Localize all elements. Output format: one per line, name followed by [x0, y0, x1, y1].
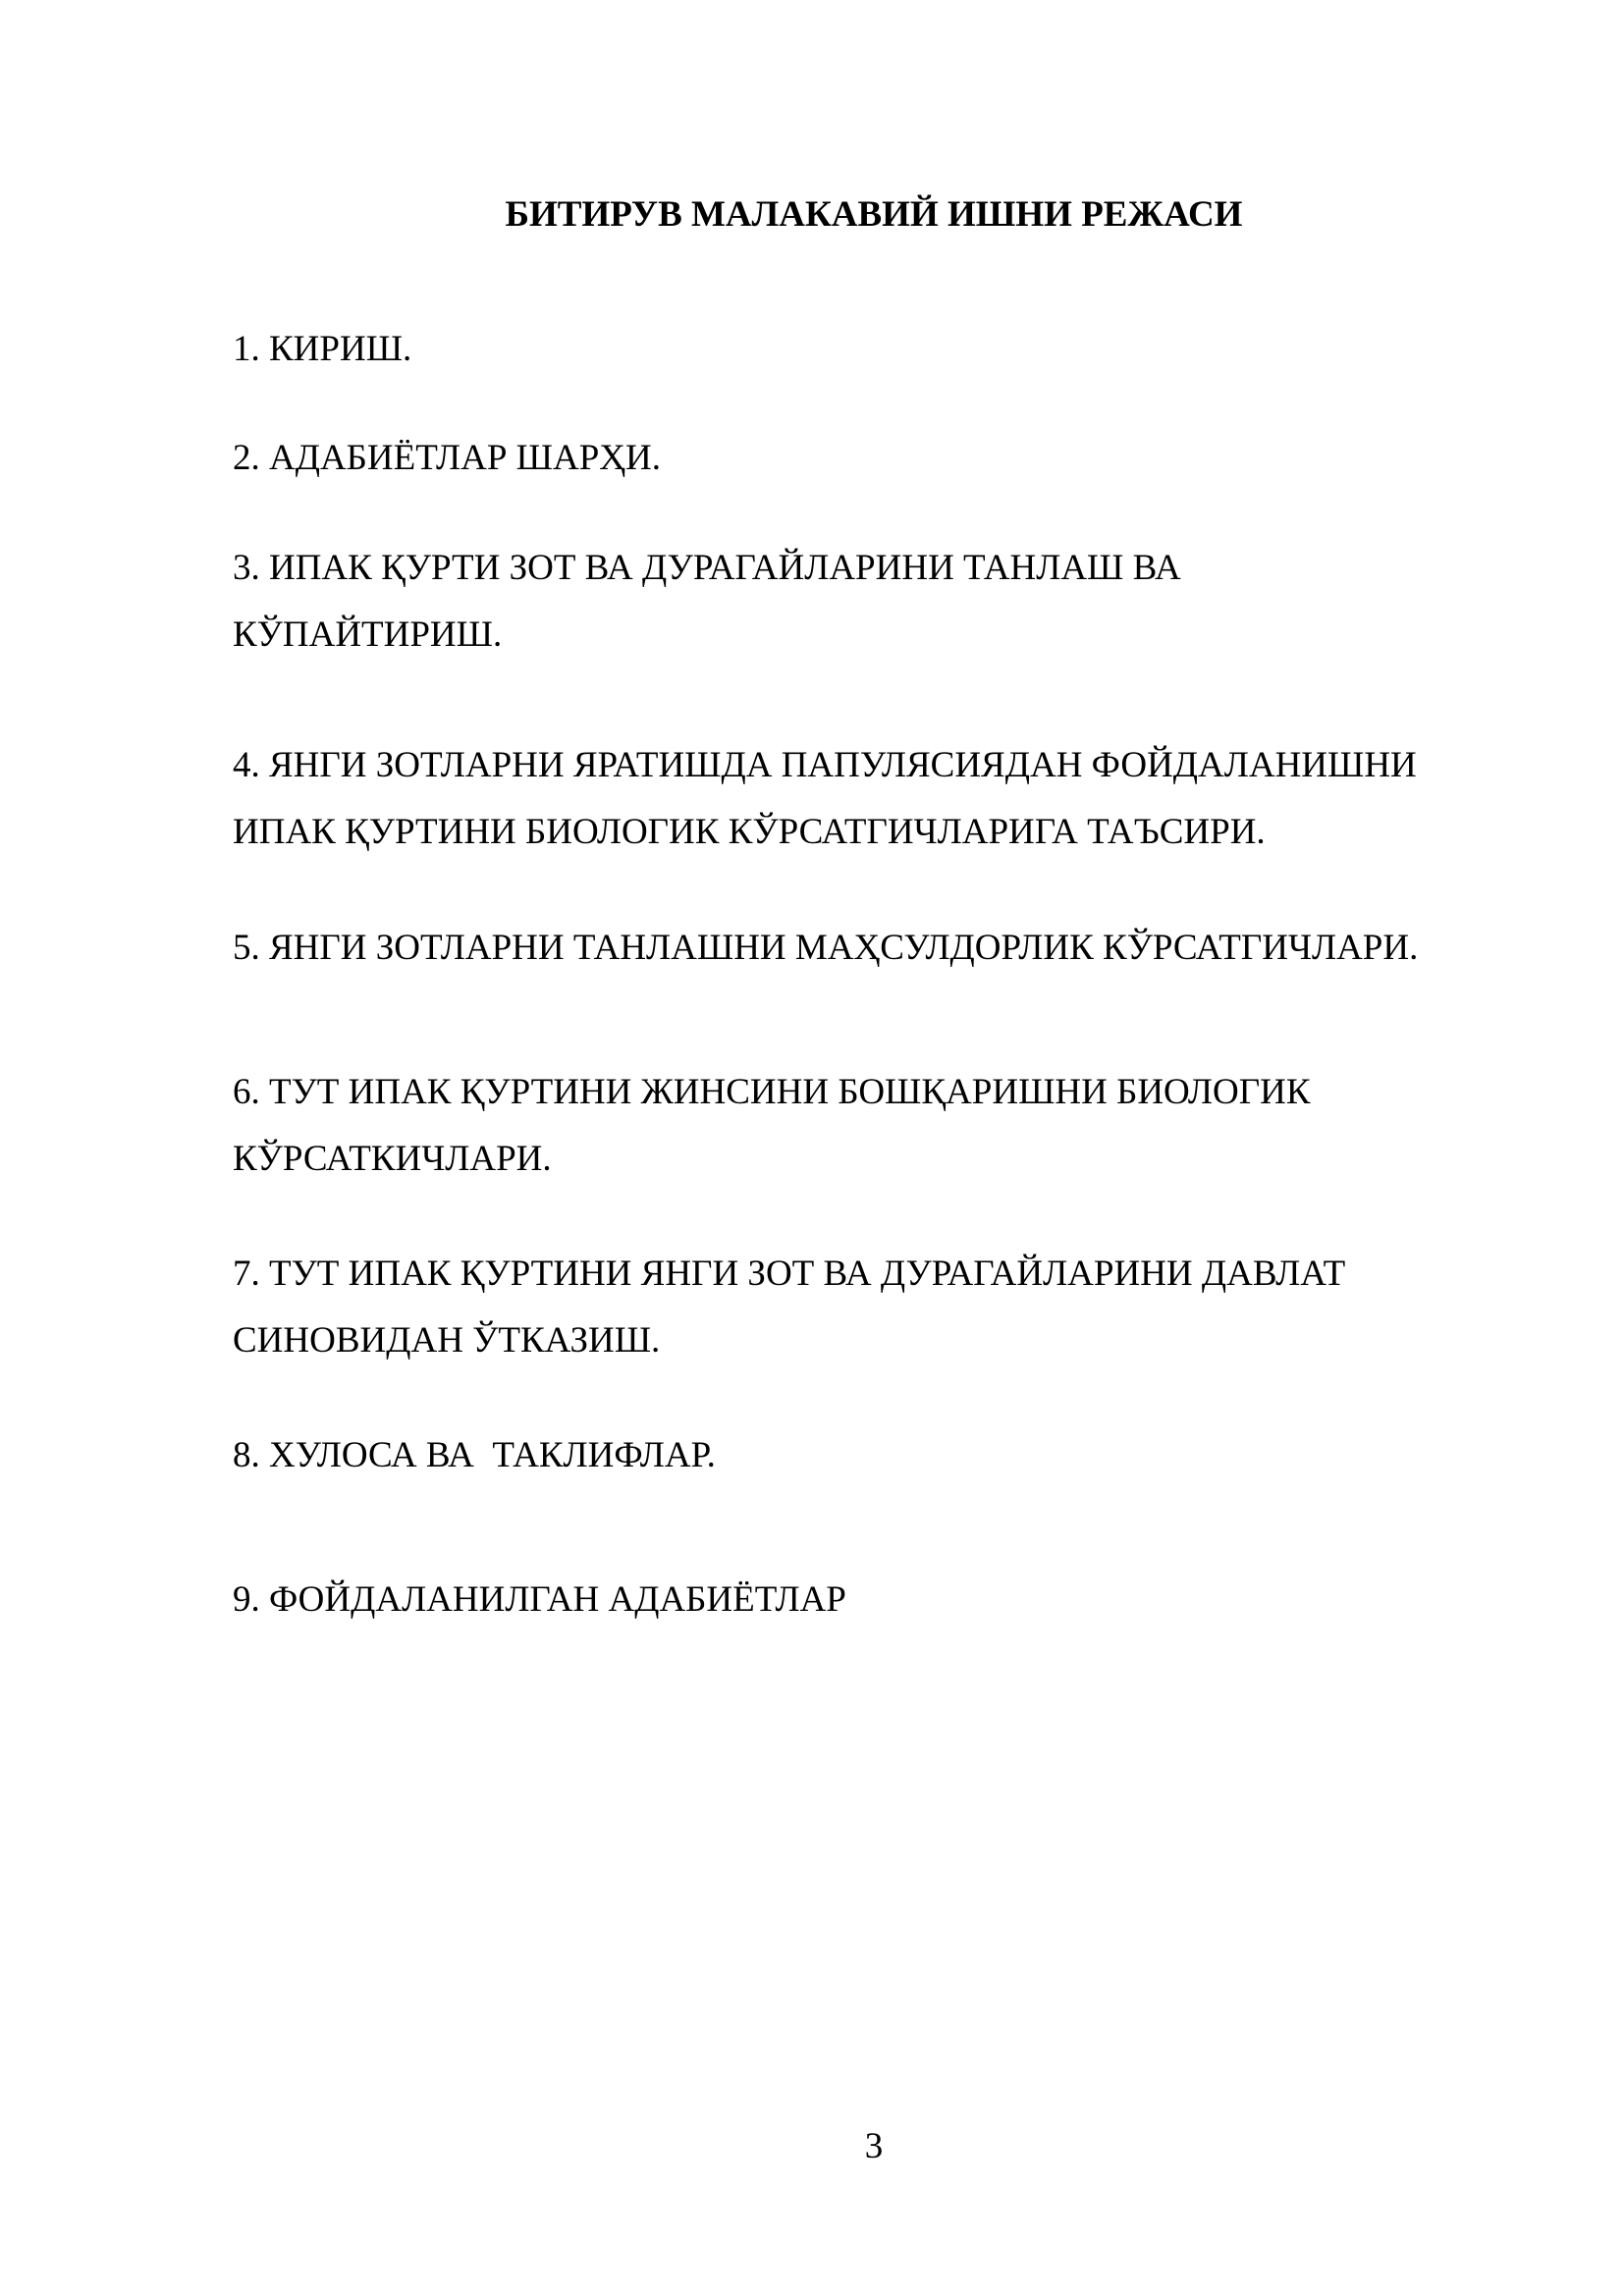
plan-item-5: 5. ЯНГИ ЗОТЛАРНИ ТАНЛАШНИ МАҲСУЛДОРЛИК КЎРСАТГИЧЛАРИ. — [233, 928, 1419, 968]
plan-item-9: 9. ФОЙДАЛАНИЛГАН АДАБИЁТЛАР — [233, 1579, 846, 1620]
plan-item-2: 2. АДАБИЁТЛАР ШАРҲИ. — [233, 438, 661, 478]
plan-item-6: 6. ТУТ ИПАК ҚУРТИНИ ЖИНСИНИ БОШҚАРИШНИ БИОЛОГИК КЎРСАТКИЧЛАРИ. — [233, 1072, 1311, 1179]
document-title: БИТИРУВ МАЛАКАВИЙ ИШНИ РЕЖАСИ — [505, 194, 1243, 235]
plan-item-8: 8. ХУЛОСА ВА ТАКЛИФЛАР. — [233, 1435, 716, 1475]
page-number: 3 — [864, 2126, 884, 2166]
plan-item-4: 4. ЯНГИ ЗОТЛАРНИ ЯРАТИШДА ПАПУЛЯСИЯДАН ФОЙДАЛАНИШНИ ИПАК ҚУРТИНИ БИОЛОГИК КЎРСАТГИЧЛАРИГА ТАЪСИРИ. — [233, 745, 1417, 852]
plan-item-1: 1. КИРИШ. — [233, 329, 412, 369]
plan-item-7: 7. ТУТ ИПАК ҚУРТИНИ ЯНГИ ЗОТ ВА ДУРАГАЙЛАРИНИ ДАВЛАТ СИНОВИДАН ЎТКАЗИШ. — [233, 1254, 1346, 1361]
plan-item-3: 3. ИПАК ҚУРТИ ЗОТ ВА ДУРАГАЙЛАРИНИ ТАНЛАШ ВА КЎПАЙТИРИШ. — [233, 548, 1181, 655]
